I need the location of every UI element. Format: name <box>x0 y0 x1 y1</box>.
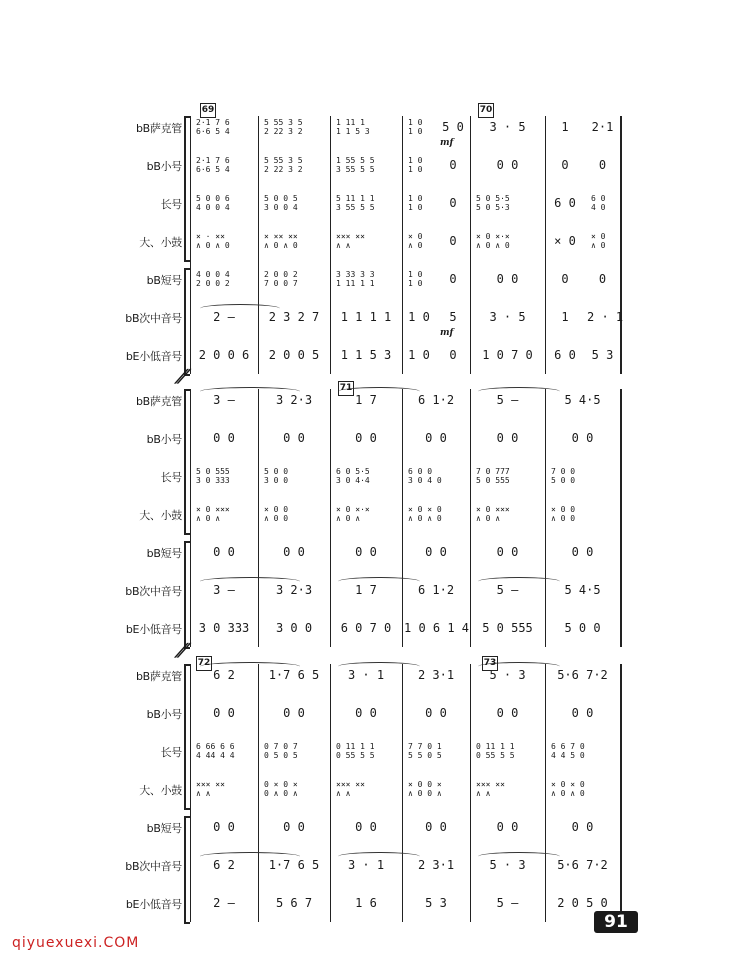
measure: 0 0 <box>283 545 305 559</box>
measure: 2 0 0 6 <box>198 348 250 362</box>
voice-line: × 0 ××× <box>476 505 510 514</box>
measure <box>472 776 547 802</box>
voice-line: ××× ×× <box>476 780 505 789</box>
measure: 5 · 3 <box>489 858 526 872</box>
measure: 1 6 <box>355 896 377 910</box>
voice-line: ∧ ∧ <box>476 789 491 798</box>
staff-row <box>0 736 750 766</box>
measure: 1 0 <box>408 348 430 362</box>
instrument-label: bE小低音号 <box>125 623 182 636</box>
measure: 6 0 7 0 <box>340 621 392 635</box>
measure: 0 0 <box>571 820 594 834</box>
measure: 0 0 <box>496 431 519 445</box>
measure: 2 – <box>213 896 235 910</box>
staff-row <box>0 423 750 453</box>
voice-line: 3 55 5 5 <box>336 165 375 174</box>
instrument-label: bB萨克管 <box>135 122 182 135</box>
voice-line: 2·1 7 6 <box>196 156 230 165</box>
measure: 3 0 0 <box>275 621 313 635</box>
voice-line: × 0 ××× <box>196 505 230 514</box>
score-system <box>0 112 750 378</box>
system-break-icon: // <box>171 366 190 387</box>
voice-line: 3 0 0 <box>264 476 289 485</box>
measure <box>404 228 438 254</box>
measure: 0 <box>449 272 457 286</box>
measure: 6 0 <box>554 196 576 210</box>
staff-row <box>0 613 750 643</box>
slur <box>478 387 560 396</box>
voice-line: 1 0 <box>408 194 423 203</box>
measure <box>404 776 472 802</box>
measure: 3 · 5 <box>489 310 526 324</box>
voice-line: 0 55 5 5 <box>476 751 515 760</box>
voice-line: 7 0 0 7 <box>264 279 298 288</box>
voice-line: 6 0 <box>591 194 606 203</box>
measure <box>192 190 260 216</box>
measure: 5 – <box>496 583 519 597</box>
voice-line: ∧ 0 <box>408 241 423 250</box>
voice-line: ∧ 0 ∧ 0 <box>196 241 230 250</box>
measure: 2 0 5 0 <box>557 896 608 910</box>
measure: 1 1 1 1 <box>340 310 392 324</box>
measure: 0 0 <box>571 706 594 720</box>
measure: 0 <box>449 196 457 210</box>
voice-line: 1 11 1 <box>336 118 365 127</box>
measure <box>260 114 332 140</box>
measure: 5 0 <box>442 120 464 134</box>
measure: 5 – <box>496 393 519 407</box>
measure: 0 0 <box>355 431 377 445</box>
dynamic-mark: mf <box>440 328 454 338</box>
voice-line: 6 0 5·5 <box>336 467 370 476</box>
measure: 0 <box>598 272 607 286</box>
score-system <box>0 660 750 926</box>
measure: 0 <box>561 158 569 172</box>
staff-row <box>0 461 750 491</box>
voice-line: ∧ 0 0 <box>551 514 576 523</box>
measure: 0 0 <box>425 545 447 559</box>
measure: 1 7 <box>355 393 377 407</box>
staff-row <box>0 226 750 256</box>
voice-line: ∧ 0 ∧ 0 <box>551 789 585 798</box>
voice-line: ∧ 0 ∧ <box>336 514 361 523</box>
measure <box>472 501 547 527</box>
measure: 1 <box>561 310 569 324</box>
voice-line: 3 0 4·4 <box>336 476 370 485</box>
slur <box>200 852 300 861</box>
measure <box>332 152 404 178</box>
instrument-label: bB萨克管 <box>135 395 182 408</box>
measure: 0 0 <box>571 431 594 445</box>
measure <box>332 228 404 254</box>
system-break-icon: // <box>171 640 190 661</box>
voice-line: 4 0 0 4 <box>196 203 230 212</box>
instrument-label: bB短号 <box>146 547 182 560</box>
measure: 1·7 6 5 <box>268 668 320 682</box>
measure <box>404 738 472 764</box>
voice-line: 1 1 5 3 <box>336 127 370 136</box>
voice-line: 5 0 5·5 <box>476 194 510 203</box>
voice-line: 4 0 <box>591 203 606 212</box>
voice-line: 5 55 3 5 <box>264 156 303 165</box>
measure: 0 <box>449 234 457 248</box>
measure <box>260 463 332 489</box>
voice-line: ∧ 0 ∧ 0 <box>264 241 298 250</box>
staff-row <box>0 302 750 332</box>
voice-line: ∧ 0 ∧ 0 <box>476 241 510 250</box>
score-system <box>0 385 750 651</box>
voice-line: 6·6 5 4 <box>196 165 230 174</box>
voice-line: 2·1 7 6 <box>196 118 230 127</box>
measure <box>192 501 260 527</box>
slur <box>478 852 560 861</box>
measure: 5 – <box>496 896 519 910</box>
measure: 0 0 <box>355 820 377 834</box>
measure <box>404 114 438 140</box>
measure: 2·1 <box>591 120 614 134</box>
voice-line: 0 7 0 7 <box>264 742 298 751</box>
voice-line: ∧ ∧ <box>336 789 351 798</box>
instrument-label: bB短号 <box>146 822 182 835</box>
instrument-label: 长号 <box>160 198 182 211</box>
measure <box>404 190 438 216</box>
voice-line: 4 4 5 0 <box>551 751 585 760</box>
measure: 5 3 <box>591 348 614 362</box>
measure <box>332 266 404 292</box>
measure: 5 6 7 <box>275 896 313 910</box>
voice-line: 6 66 6 6 <box>196 742 235 751</box>
voice-line: 5 0 0 6 <box>196 194 230 203</box>
voice-line: 0 11 1 1 <box>476 742 515 751</box>
voice-line: 0 5 0 5 <box>264 751 298 760</box>
staff-row <box>0 774 750 804</box>
voice-line: 3 0 333 <box>196 476 230 485</box>
voice-line: 7 0 777 <box>476 467 510 476</box>
voice-line: ∧ 0 <box>591 241 606 250</box>
voice-line: 7 0 0 <box>551 467 576 476</box>
instrument-label: bB次中音号 <box>125 585 182 598</box>
measure <box>547 463 622 489</box>
measure: 1 0 7 0 <box>482 348 533 362</box>
instrument-label: bB小号 <box>146 160 182 173</box>
measure: 5 0 555 <box>482 621 533 635</box>
staff-row <box>0 340 750 370</box>
measure <box>547 738 622 764</box>
instrument-label: 长号 <box>160 746 182 759</box>
measure: 0 0 <box>496 545 519 559</box>
voice-line: 5 55 3 5 <box>264 118 303 127</box>
slur <box>478 577 560 586</box>
measure <box>260 738 332 764</box>
voice-line: 1 0 <box>408 127 423 136</box>
slur <box>200 577 300 586</box>
voice-line: × 0 × 0 <box>408 505 442 514</box>
instrument-label: 大、小鼓 <box>139 509 182 522</box>
measure: 1 1 5 3 <box>340 348 392 362</box>
measure: 0 0 <box>213 431 235 445</box>
rehearsal-mark: 70 <box>478 103 494 118</box>
measure <box>547 501 622 527</box>
instrument-label: bB次中音号 <box>125 312 182 325</box>
measure: 5 <box>449 310 457 324</box>
measure: 3 · 1 <box>347 858 385 872</box>
voice-line: ∧ 0 0 <box>264 514 289 523</box>
measure <box>472 228 547 254</box>
measure: 0 <box>598 158 607 172</box>
staff-row <box>0 537 750 567</box>
voice-line: 5 0 0 <box>264 467 289 476</box>
measure: 3 · 5 <box>489 120 526 134</box>
voice-line: 5 0 5·3 <box>476 203 510 212</box>
measure: 0 0 <box>213 706 235 720</box>
voice-line: ∧ ∧ <box>196 789 211 798</box>
voice-line: 1 0 <box>408 203 423 212</box>
rehearsal-mark: 71 <box>338 381 354 396</box>
staff-row <box>0 150 750 180</box>
measure: 0 0 <box>496 706 519 720</box>
measure: 0 0 <box>496 272 519 286</box>
voice-line: 0 ∧ 0 ∧ <box>264 789 298 798</box>
measure: 2 0 0 5 <box>268 348 320 362</box>
voice-line: 6 0 0 <box>408 467 433 476</box>
measure <box>192 152 260 178</box>
instrument-label: bB小号 <box>146 433 182 446</box>
voice-line: 1 0 <box>408 279 423 288</box>
voice-line: ∧ 0 ∧ <box>196 514 221 523</box>
measure: 5 0 0 <box>564 621 601 635</box>
measure: 5 3 <box>425 896 447 910</box>
measure <box>404 501 472 527</box>
measure <box>472 463 547 489</box>
voice-line: 2 0 0 2 <box>264 270 298 279</box>
voice-line: × 0 ×·× <box>476 232 510 241</box>
measure: 3 2·3 <box>275 393 313 407</box>
staff-row <box>0 112 750 142</box>
measure <box>472 190 547 216</box>
measure: 0 0 <box>496 820 519 834</box>
voice-line: 0 × 0 × <box>264 780 298 789</box>
measure <box>332 776 404 802</box>
measure <box>192 463 260 489</box>
voice-line: 7 7 0 1 <box>408 742 442 751</box>
slur <box>200 304 280 313</box>
measure: 5 · 3 <box>489 668 526 682</box>
measure: 3 0 333 <box>198 621 250 635</box>
rehearsal-mark: 69 <box>200 103 216 118</box>
voice-line: ××× ×× <box>196 780 225 789</box>
measure: 6 1·2 <box>417 393 455 407</box>
instrument-label: bB萨克管 <box>135 670 182 683</box>
voice-line: 1 11 1 1 <box>336 279 375 288</box>
voice-line: 5 5 0 5 <box>408 751 442 760</box>
staff-row <box>0 812 750 842</box>
measure <box>332 114 404 140</box>
measure: 0 0 <box>355 706 377 720</box>
measure: 5·6 7·2 <box>557 668 608 682</box>
measure <box>192 228 260 254</box>
page-number: 91 <box>594 911 638 933</box>
voice-line: ∧ 0 ∧ <box>476 514 501 523</box>
slur <box>338 577 420 586</box>
measure <box>587 228 622 254</box>
measure: 0 0 <box>283 431 305 445</box>
voice-line: 5 11 1 1 <box>336 194 375 203</box>
voice-line: 2 0 0 2 <box>196 279 230 288</box>
instrument-label: 大、小鼓 <box>139 236 182 249</box>
voice-line: 1 0 <box>408 156 423 165</box>
voice-line: ××× ×× <box>336 780 365 789</box>
voice-line: 5 0 0 <box>551 476 576 485</box>
voice-line: 6·6 5 4 <box>196 127 230 136</box>
instrument-label: 长号 <box>160 471 182 484</box>
measure: 3 – <box>213 393 235 407</box>
measure: 6 2 <box>213 668 235 682</box>
measure: 0 0 <box>355 545 377 559</box>
measure <box>260 190 332 216</box>
voice-line: 1 0 <box>408 165 423 174</box>
voice-line: 4 0 0 4 <box>196 270 230 279</box>
voice-line: × 0 × 0 <box>551 780 585 789</box>
instrument-label: bB小号 <box>146 708 182 721</box>
measure: 2 3·1 <box>417 858 455 872</box>
voice-line: 5 0 0 5 <box>264 194 298 203</box>
measure: 0 <box>449 158 457 172</box>
measure: 1 7 <box>355 583 377 597</box>
measure <box>332 190 404 216</box>
dynamic-mark: mf <box>440 138 454 148</box>
measure: 1 <box>561 120 569 134</box>
measure <box>260 266 332 292</box>
voice-line: 0 11 1 1 <box>336 742 375 751</box>
voice-line: ∧ 0 ∧ 0 <box>408 514 442 523</box>
measure <box>547 776 622 802</box>
measure: 0 <box>561 272 569 286</box>
voice-line: 1 0 <box>408 270 423 279</box>
voice-line: 3 0 0 4 <box>264 203 298 212</box>
instrument-label: bE小低音号 <box>125 898 182 911</box>
instrument-label: bB次中音号 <box>125 860 182 873</box>
measure: 3 – <box>213 583 235 597</box>
voice-line: 5 0 555 <box>476 476 510 485</box>
voice-line: 3 0 4 0 <box>408 476 442 485</box>
voice-line: × 0 <box>591 232 606 241</box>
measure <box>260 152 332 178</box>
slur <box>338 852 420 861</box>
measure <box>192 266 260 292</box>
voice-line: × 0 0 <box>551 505 576 514</box>
staff-row <box>0 698 750 728</box>
instrument-label: bB短号 <box>146 274 182 287</box>
measure <box>404 463 472 489</box>
measure: 0 0 <box>425 431 447 445</box>
measure: 0 0 <box>571 545 594 559</box>
measure: 2 – <box>213 310 235 324</box>
staff-row <box>0 499 750 529</box>
measure: 1·7 6 5 <box>268 858 320 872</box>
measure: 2 · 1 <box>587 310 624 324</box>
voice-line: 3 55 5 5 <box>336 203 375 212</box>
measure: × 0 <box>554 234 576 248</box>
measure: 2 3 2 7 <box>268 310 320 324</box>
measure: 0 0 <box>425 820 447 834</box>
voice-line: ∧ 0 0 ∧ <box>408 789 442 798</box>
slur <box>338 662 420 671</box>
voice-line: 6 6 7 0 <box>551 742 585 751</box>
measure: 0 <box>449 348 457 362</box>
measure <box>260 228 332 254</box>
measure: 2 3·1 <box>417 668 455 682</box>
slur <box>200 662 300 671</box>
measure: 1 0 <box>408 310 430 324</box>
watermark: qiyuexuexi.COM <box>12 935 140 951</box>
measure: 0 0 <box>496 158 519 172</box>
measure <box>332 463 404 489</box>
voice-line: × 0 ×·× <box>336 505 370 514</box>
measure: 5 4·5 <box>564 583 601 597</box>
voice-line: 1 0 <box>408 118 423 127</box>
measure: 3 2·3 <box>275 583 313 597</box>
measure <box>587 190 622 216</box>
measure <box>404 266 438 292</box>
measure: 6 0 <box>554 348 576 362</box>
measure: 0 0 <box>213 545 235 559</box>
instrument-label: bE小低音号 <box>125 350 182 363</box>
measure <box>260 501 332 527</box>
voice-line: ××× ×× <box>336 232 365 241</box>
measure <box>192 776 260 802</box>
measure: 3 · 1 <box>347 668 385 682</box>
measure: 5·6 7·2 <box>557 858 608 872</box>
slur <box>200 387 300 396</box>
voice-line: × ×× ×× <box>264 232 298 241</box>
voice-line: 4 44 4 4 <box>196 751 235 760</box>
voice-line: × 0 <box>408 232 423 241</box>
measure <box>332 738 404 764</box>
staff-row <box>0 264 750 294</box>
measure: 0 0 <box>283 820 305 834</box>
measure: 5 4·5 <box>564 393 601 407</box>
voice-line: 0 55 5 5 <box>336 751 375 760</box>
measure: 6 2 <box>213 858 235 872</box>
voice-line: 5 0 555 <box>196 467 230 476</box>
voice-line: 1 55 5 5 <box>336 156 375 165</box>
voice-line: × 0 0 <box>264 505 289 514</box>
voice-line: 3 33 3 3 <box>336 270 375 279</box>
voice-line: 2 22 3 2 <box>264 165 303 174</box>
voice-line: 2 22 3 2 <box>264 127 303 136</box>
measure: 1 0 6 1 4 <box>404 621 470 635</box>
staff-row <box>0 188 750 218</box>
measure: 0 0 <box>425 706 447 720</box>
rehearsal-mark: 72 <box>196 656 212 671</box>
measure <box>404 152 438 178</box>
voice-line: × · ×× <box>196 232 225 241</box>
voice-line: × 0 0 × <box>408 780 442 789</box>
measure <box>332 501 404 527</box>
voice-line: ∧ ∧ <box>336 241 351 250</box>
measure: 6 1·2 <box>417 583 455 597</box>
rehearsal-mark: 73 <box>482 656 498 671</box>
measure: 0 0 <box>283 706 305 720</box>
instrument-label: 大、小鼓 <box>139 784 182 797</box>
measure <box>260 776 332 802</box>
measure <box>472 738 547 764</box>
measure <box>192 738 260 764</box>
measure: 0 0 <box>213 820 235 834</box>
